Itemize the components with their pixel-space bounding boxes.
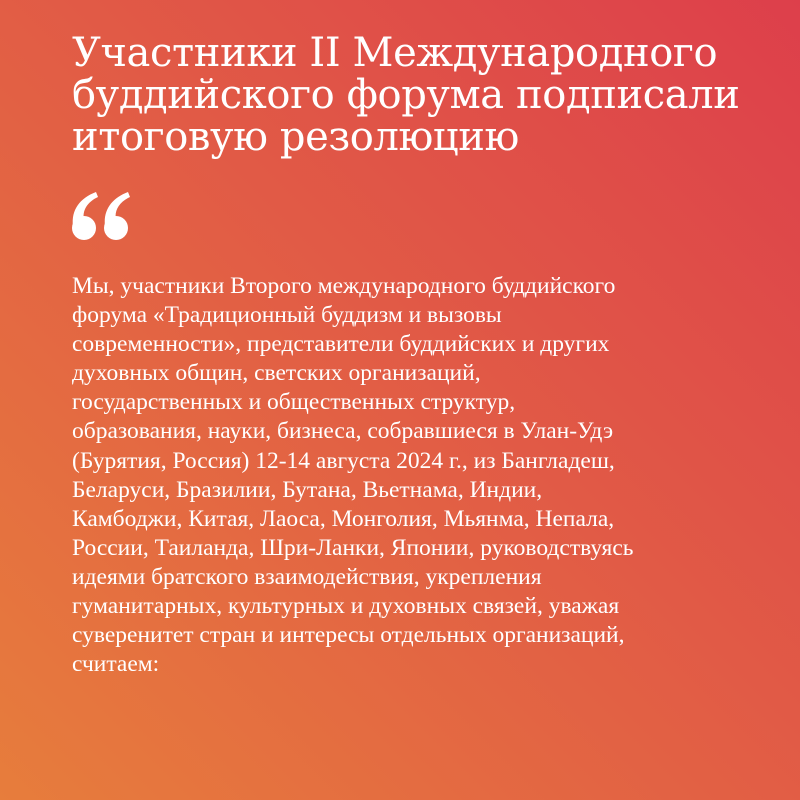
title-line: буддийского форума подписали [72, 72, 740, 118]
title-line: Участники II Международного [72, 30, 718, 76]
text-line: духовных общин, светских организаций, [72, 360, 481, 387]
text-line: Беларуси, Бразилии, Бутана, Вьетнама, Индии, [72, 476, 543, 503]
text-line: России, Таиланда, Шри-Ланки, Японии, руководствуясь [72, 534, 634, 561]
text-line: образования, науки, бизнеса, собравшиеся в Улан-Удэ [72, 418, 614, 445]
text-line: (Бурятия, Россия) 12-14 августа 2024 г., из Бангладеш, [72, 447, 615, 474]
text-line: Мы, участники Второго международного буддийского [72, 273, 616, 299]
post-title [72, 32, 772, 158]
text-line: Камбоджи, Китая, Лаоса, Монголия, Мьянма, Непала, [72, 505, 615, 532]
opening-quote-icon [68, 184, 138, 244]
text-line: гуманитарных, культурных и духовных связей, уважая [72, 593, 620, 620]
text-line: современности», представители буддийских и других [72, 331, 610, 358]
text-line: форума «Традиционный буддизм и вызовы [72, 302, 502, 329]
text-line: считаем: [72, 651, 160, 678]
resolution-text [72, 272, 772, 679]
text-line: идеями братского взаимодействия, укрепления [72, 563, 542, 590]
title-line: итоговую резолюцию [72, 114, 519, 160]
text-line: суверенитет стран и интересы отдельных организаций, [72, 622, 625, 649]
text-line: государственных и общественных структур, [72, 389, 516, 416]
